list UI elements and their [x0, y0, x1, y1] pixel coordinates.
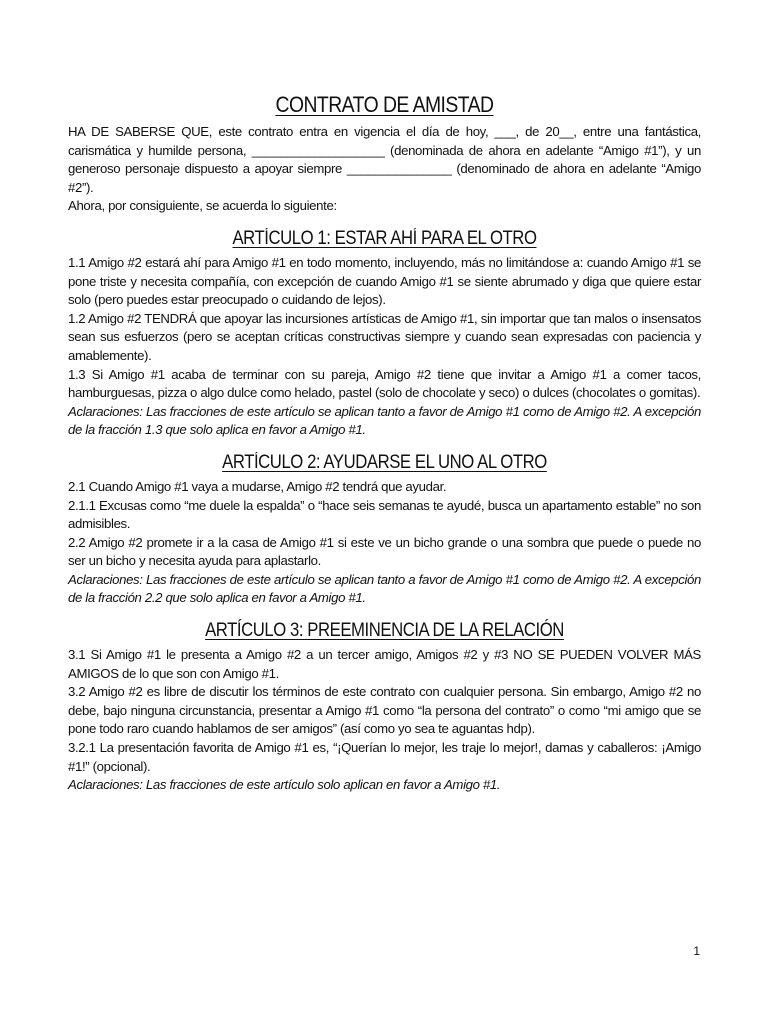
contract-page — [68, 92, 701, 795]
clause-2-1-1: 2.1.1 Excusas como “me duele la espalda” o “hace seis semanas te ayudé, busca un apartamento estable” no son admisibles. — [68, 497, 701, 532]
clause-1-1: 1.1 Amigo #2 estará ahí para Amigo #1 en todo momento, incluyendo, más no limitándose a: cuando Amigo #1 se pone triste y necesita compañía, con excepción de cuando Amigo #1 se siente abrumado y diga que quiere estar solo (pero puedes estar preocupado o cuidando de lejos). — [68, 254, 701, 308]
document-title: CONTRATO DE AMISTAD — [275, 92, 494, 117]
article-1-heading: ARTÍCULO 1: ESTAR AHÍ PARA EL OTRO — [232, 227, 537, 249]
intro-agreement-line: Ahora, por consiguiente, se acuerda lo siguiente: — [68, 198, 337, 214]
article-1 — [68, 228, 701, 440]
clause-3-2: 3.2 Amigo #2 es libre de discutir los términos de este contrato con cualquier persona. Sin embargo, Amigo #2 no debe, bajo ninguna circunstancia, presentar a Amigo #1 como “la persona del contrato” o como “mi amigo que se pone todo raro cuando hablamos de ser amigos” (así como yo sea te aguantas hdp). — [68, 684, 701, 737]
clause-1-2: 1.2 Amigo #2 TENDRÁ que apoyar las incursiones artísticas de Amigo #1, sin importar que tan malos o insensatos sean sus esfuerzos (pero se aceptan críticas constructivas siempre y cuando sean expresadas con paciencia y amablemente). — [68, 310, 701, 363]
clause-3-1: 3.1 Si Amigo #1 le presenta a Amigo #2 a un tercer amigo, Amigos #2 y #3 NO SE PUEDEN VOLVER MÁS AMIGOS de lo que son con Amigo #1. — [68, 647, 701, 681]
clause-2-2: 2.2 Amigo #2 promete ir a la casa de Amigo #1 si este ve un bicho grande o una sombra que puede o puede no ser un bicho y necesita ayuda para aplastarlo. — [68, 534, 701, 569]
article-1-note: Aclaraciones: Las fracciones de este artículo se aplican tanto a favor de Amigo #1 como de Amigo #2. A excepción de la fracción 1.3 que solo aplica en favor a Amigo #1. — [68, 403, 701, 438]
clause-3-2-1: 3.2.1 La presentación favorita de Amigo #1 es, “¡Querían lo mejor, les traje lo mejor!, damas y caballeros: ¡Amigo #1!” (opcional). — [68, 740, 701, 774]
article-2-heading: ARTÍCULO 2: AYUDARSE EL UNO AL OTRO — [222, 451, 547, 473]
article-3 — [68, 620, 701, 795]
intro-paragraph: HA DE SABERSE QUE, este contrato entra en vigencia el día de hoy, ___, de 20__, entre una fantástica, carismática y humilde persona, ___________________ (denominada de ahora en adelante “Amigo #1”), y un generoso personaje dispuesto a apoyar siempre _______________ (denominado de ahora en adelante “Amigo #2”). — [68, 124, 701, 195]
article-2 — [68, 452, 701, 608]
article-3-heading: ARTÍCULO 3: PREEMINENCIA DE LA RELACIÓN — [205, 620, 564, 642]
page-number: 1 — [693, 944, 700, 958]
clause-1-3: 1.3 Si Amigo #1 acaba de terminar con su pareja, Amigo #2 tiene que invitar a Amigo #1 a comer tacos, hamburguesas, pizza o algo dulce como helado, pastel (solo de chocolate y seco) o dulces (chocolates o gomitas). — [68, 366, 701, 401]
article-3-note: Aclaraciones: Las fracciones de este artículo solo aplican en favor a Amigo #1. — [68, 777, 501, 793]
clause-2-1: 2.1 Cuando Amigo #1 vaya a mudarse, Amigo #2 tendrá que ayudar. — [68, 478, 447, 494]
article-2-note: Aclaraciones: Las fracciones de este artículo se aplican tanto a favor de Amigo #1 como de Amigo #2. A excepción de la fracción 2.2 que solo aplica en favor a Amigo #1. — [68, 571, 701, 606]
